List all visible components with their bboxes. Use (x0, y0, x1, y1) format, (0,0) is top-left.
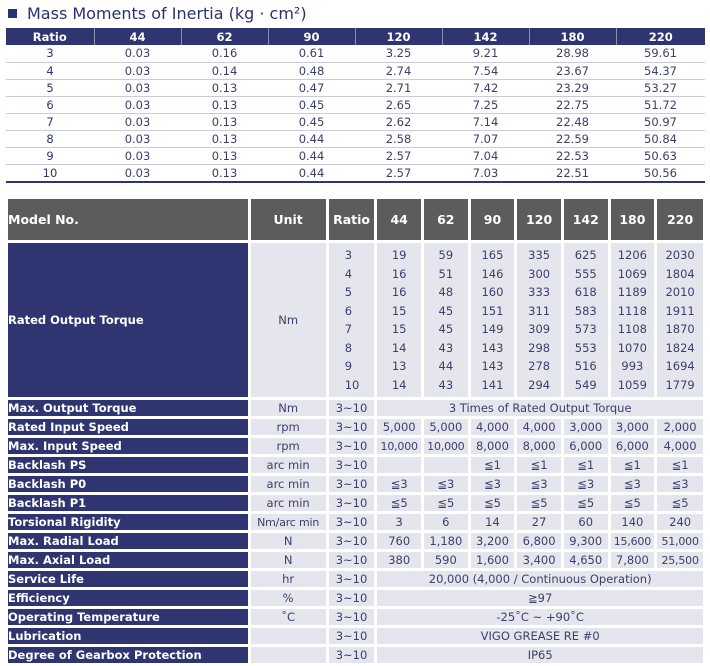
value-cell: 14 (471, 514, 515, 530)
torque-value: 43 (438, 377, 454, 392)
row-unit: arc min (251, 476, 326, 492)
inertia-cell: 0.13 (181, 79, 268, 96)
value-cell: 8,000 (517, 438, 561, 454)
torque-value: 1118 (617, 303, 648, 318)
torque-value: 143 (481, 340, 504, 355)
value-cell: ≦5 (424, 495, 468, 511)
torque-column-142 (564, 243, 608, 397)
value-span: ≧97 (377, 590, 703, 606)
ratio-value: 8 (344, 340, 353, 355)
table-row (6, 164, 705, 181)
row-unit: ˚C (251, 609, 326, 625)
value-cell: ≦5 (564, 495, 608, 511)
torque-value: 14 (391, 377, 407, 392)
backlash-p1-row (8, 495, 703, 511)
section-title (6, 2, 307, 24)
torque-column-90 (471, 243, 515, 397)
table-row (6, 113, 705, 130)
value-cell: ≦5 (611, 495, 655, 511)
inertia-cell: 50.84 (616, 130, 705, 147)
torque-value: 333 (528, 285, 551, 299)
value-cell (377, 457, 421, 473)
value-cell: 6,000 (611, 438, 655, 454)
ratio-cell: 7 (6, 113, 94, 130)
value-cell: 6,000 (564, 438, 608, 454)
inertia-header-row (6, 28, 705, 45)
row-label: Lubrication (8, 628, 248, 644)
row-unit: Nm (251, 243, 326, 397)
inertia-cell: 0.13 (181, 147, 268, 164)
header-size-180: 180 (611, 199, 655, 240)
inertia-cell: 22.48 (529, 113, 616, 130)
value-cell: ≦3 (517, 476, 561, 492)
protection-row (8, 647, 703, 663)
ratio-cell: 8 (6, 130, 94, 147)
inertia-cell: 0.03 (94, 130, 181, 147)
value-cell: 51,000 (657, 533, 703, 549)
value-cell: ≦1 (517, 457, 561, 473)
inertia-cell: 2.71 (355, 79, 442, 96)
row-unit: rpm (251, 438, 326, 454)
header-unit: Unit (251, 199, 326, 240)
value-span: VIGO GREASE RE #0 (377, 628, 703, 644)
value-span: 20,000 (4,000 / Continuous Operation) (377, 571, 703, 587)
value-cell: 15,600 (611, 533, 655, 549)
row-label: Backlash P1 (8, 495, 248, 511)
value-cell: 6 (424, 514, 468, 530)
row-label: Max. Axial Load (8, 552, 248, 568)
torque-value: 1059 (617, 377, 648, 392)
row-ratio: 3~10 (329, 514, 375, 530)
max-output-torque-row (8, 400, 703, 416)
inertia-cell: 2.74 (355, 62, 442, 79)
torque-value: 1824 (665, 340, 695, 355)
torque-value: 160 (481, 285, 504, 299)
value-cell: 7,800 (611, 552, 655, 568)
ratio-cell: 10 (42, 165, 58, 180)
torque-value: 2010 (665, 285, 695, 299)
inertia-header-90: 90 (268, 28, 355, 45)
row-label: Max. Input Speed (8, 438, 248, 454)
torque-value: 1206 (617, 248, 648, 262)
value-span: -25˚C ~ +90˚C (377, 609, 703, 625)
value-cell: 1,600 (471, 552, 515, 568)
ratio-value: 9 (344, 359, 353, 373)
value-cell: 9,300 (564, 533, 608, 549)
torque-value: 1870 (665, 322, 695, 336)
inertia-cell: 50.56 (644, 165, 677, 180)
torque-value: 335 (528, 248, 551, 262)
table-row (6, 79, 705, 96)
torque-value: 278 (528, 359, 551, 373)
inertia-cell: 0.14 (181, 62, 268, 79)
inertia-cell: 0.03 (94, 96, 181, 113)
inertia-table (6, 28, 705, 181)
row-label: Operating Temperature (8, 609, 248, 625)
table-row (6, 45, 705, 62)
torque-value: 48 (438, 285, 454, 299)
inertia-header-Ratio: Ratio (6, 28, 94, 45)
row-ratio: 3~10 (329, 647, 375, 663)
rated-output-torque-row (8, 243, 703, 397)
value-cell: ≦1 (611, 457, 655, 473)
max-input-speed-row (8, 438, 703, 454)
torque-column-180 (611, 243, 655, 397)
row-ratio: 3~10 (329, 533, 375, 549)
value-cell: 3,000 (611, 419, 655, 435)
torsional-rigidity-row (8, 514, 703, 530)
inertia-header-44: 44 (94, 28, 181, 45)
inertia-cell: 0.03 (94, 147, 181, 164)
row-ratio: 3~10 (329, 628, 375, 644)
inertia-cell: 0.03 (94, 113, 181, 130)
inertia-cell: 0.44 (268, 130, 355, 147)
value-cell: ≦3 (611, 476, 655, 492)
header-size-120: 120 (517, 199, 561, 240)
row-label: Service Life (8, 571, 248, 587)
inertia-cell: 7.04 (442, 147, 529, 164)
inertia-cell: 3.25 (355, 45, 442, 62)
inertia-cell: 0.44 (298, 165, 325, 180)
efficiency-row (8, 590, 703, 606)
row-ratio: 3~10 (329, 476, 375, 492)
row-label: Efficiency (8, 590, 248, 606)
inertia-cell: 2.58 (355, 130, 442, 147)
torque-value: 1779 (665, 377, 695, 392)
row-unit: rpm (251, 419, 326, 435)
row-unit: Nm (251, 400, 326, 416)
row-label: Max. Radial Load (8, 533, 248, 549)
torque-value: 516 (574, 359, 597, 373)
value-cell: ≦3 (564, 476, 608, 492)
value-cell: 8,000 (471, 438, 515, 454)
value-cell: 3,200 (471, 533, 515, 549)
value-cell: 3,400 (517, 552, 561, 568)
inertia-cell: 0.48 (268, 62, 355, 79)
inertia-cell: 0.13 (181, 130, 268, 147)
row-unit: arc min (251, 457, 326, 473)
header-size-62: 62 (424, 199, 468, 240)
ratio-value: 5 (344, 285, 353, 299)
ratio-cell: 6 (6, 96, 94, 113)
inertia-cell: 53.27 (616, 79, 705, 96)
torque-value: 1911 (665, 303, 695, 318)
torque-value: 143 (481, 359, 504, 373)
value-cell: ≦3 (471, 476, 515, 492)
torque-value: 45 (438, 322, 454, 336)
inertia-cell: 0.03 (94, 62, 181, 79)
max-radial-load-row (8, 533, 703, 549)
inertia-header-180: 180 (529, 28, 616, 45)
row-label: Rated Input Speed (8, 419, 248, 435)
header-size-44: 44 (377, 199, 421, 240)
value-cell: ≦5 (471, 495, 515, 511)
ratio-cell: 9 (6, 147, 94, 164)
row-unit: Nm/arc min (251, 514, 326, 530)
square-bullet-icon (8, 9, 17, 18)
torque-value: 16 (391, 266, 407, 281)
torque-value: 573 (574, 322, 597, 336)
torque-value: 311 (528, 303, 551, 318)
row-label: Rated Output Torque (8, 243, 248, 397)
ratio-value: 10 (344, 377, 360, 392)
torque-value: 555 (574, 266, 597, 281)
inertia-cell: 0.61 (268, 45, 355, 62)
inertia-header-142: 142 (442, 28, 529, 45)
inertia-cell: 2.65 (355, 96, 442, 113)
value-cell: 4,000 (517, 419, 561, 435)
torque-value: 151 (481, 303, 504, 318)
torque-value: 1694 (665, 359, 695, 373)
backlash-p0-row (8, 476, 703, 492)
value-cell: 140 (611, 514, 655, 530)
inertia-cell: 23.67 (529, 62, 616, 79)
inertia-cell: 0.03 (94, 45, 181, 62)
value-cell: ≦1 (657, 457, 703, 473)
torque-value: 298 (528, 340, 551, 355)
value-cell: 4,650 (564, 552, 608, 568)
value-cell: ≦3 (377, 476, 421, 492)
row-unit (251, 647, 326, 663)
torque-value: 141 (481, 377, 504, 392)
row-unit: N (251, 533, 326, 549)
backlash-ps-row (8, 457, 703, 473)
row-unit: N (251, 552, 326, 568)
inertia-cell: 0.44 (268, 147, 355, 164)
value-cell (424, 457, 468, 473)
rated-input-speed-row (8, 419, 703, 435)
inertia-cell: 22.53 (529, 147, 616, 164)
row-unit: hr (251, 571, 326, 587)
inertia-cell: 7.42 (442, 79, 529, 96)
torque-value: 2030 (665, 248, 695, 262)
service-life-row (8, 571, 703, 587)
inertia-cell: 0.45 (268, 113, 355, 130)
value-span: 3 Times of Rated Output Torque (377, 400, 703, 416)
torque-value: 309 (528, 322, 551, 336)
value-cell: 5,000 (377, 419, 421, 435)
inertia-header-62: 62 (181, 28, 268, 45)
row-ratio: 3~10 (329, 590, 375, 606)
value-cell: ≦1 (564, 457, 608, 473)
row-label: Torsional Rigidity (8, 514, 248, 530)
operating-temperature-row (8, 609, 703, 625)
torque-value: 51 (438, 266, 454, 281)
ratio-cell: 5 (6, 79, 94, 96)
value-cell: 27 (517, 514, 561, 530)
value-cell: ≦5 (377, 495, 421, 511)
ratio-value: 6 (344, 303, 353, 318)
inertia-cell: 59.61 (616, 45, 705, 62)
inertia-cell: 23.29 (529, 79, 616, 96)
torque-value: 15 (391, 303, 407, 318)
row-ratio: 3~10 (329, 609, 375, 625)
inertia-cell: 0.13 (211, 165, 238, 180)
ratio-cell: 3 (6, 45, 94, 62)
spec-table (5, 196, 706, 666)
value-cell: ≦1 (471, 457, 515, 473)
torque-value: 43 (438, 340, 454, 355)
value-cell: 3 (377, 514, 421, 530)
torque-value: 14 (391, 340, 407, 355)
header-size-90: 90 (471, 199, 515, 240)
value-cell: 240 (657, 514, 703, 530)
torque-value: 15 (391, 322, 407, 336)
header-model: Model No. (8, 199, 248, 240)
inertia-cell: 54.37 (616, 62, 705, 79)
row-unit (251, 628, 326, 644)
row-ratio: 3~10 (329, 400, 375, 416)
torque-value: 16 (391, 285, 407, 299)
row-unit: arc min (251, 495, 326, 511)
ratio-cell: 4 (6, 62, 94, 79)
value-cell: 25,500 (657, 552, 703, 568)
inertia-cell: 28.98 (529, 45, 616, 62)
value-cell: 2,000 (657, 419, 703, 435)
row-label: Max. Output Torque (8, 400, 248, 416)
row-unit: % (251, 590, 326, 606)
torque-value: 583 (574, 303, 597, 318)
torque-column-44 (377, 243, 421, 397)
inertia-cell: 9.21 (442, 45, 529, 62)
torque-value: 1804 (665, 266, 695, 281)
torque-value: 44 (438, 359, 454, 373)
value-cell: 380 (377, 552, 421, 568)
value-cell: ≦5 (657, 495, 703, 511)
inertia-cell: 2.57 (355, 147, 442, 164)
ratio-value: 7 (344, 322, 353, 336)
torque-value: 19 (391, 248, 407, 262)
max-axial-load-row (8, 552, 703, 568)
torque-value: 13 (391, 359, 407, 373)
spec-header-row (8, 199, 703, 240)
inertia-cell: 0.03 (94, 79, 181, 96)
row-ratio: 3~10 (329, 438, 375, 454)
torque-value: 1069 (617, 266, 648, 281)
row-label: Backlash P0 (8, 476, 248, 492)
torque-column-220 (657, 243, 703, 397)
header-size-142: 142 (564, 199, 608, 240)
table-row (6, 96, 705, 113)
inertia-cell: 7.25 (442, 96, 529, 113)
torque-value: 1189 (617, 285, 648, 299)
row-ratio: 3~10 (329, 457, 375, 473)
torque-value: 1108 (617, 322, 648, 336)
inertia-cell: 0.47 (268, 79, 355, 96)
header-ratio: Ratio (329, 199, 375, 240)
table-row (6, 130, 705, 147)
inertia-cell: 22.51 (556, 165, 589, 180)
torque-value: 625 (574, 248, 597, 262)
value-cell: 590 (424, 552, 468, 568)
inertia-cell: 2.62 (355, 113, 442, 130)
table-bottom-rule (6, 181, 705, 183)
value-cell: 4,000 (471, 419, 515, 435)
row-label: Backlash PS (8, 457, 248, 473)
inertia-cell: 0.16 (181, 45, 268, 62)
row-ratio: 3~10 (329, 419, 375, 435)
torque-value: 553 (574, 340, 597, 355)
torque-value: 1070 (617, 340, 648, 355)
torque-value: 993 (621, 359, 644, 373)
inertia-cell: 50.97 (616, 113, 705, 130)
torque-value: 149 (481, 322, 504, 336)
value-cell: 10,000 (424, 438, 468, 454)
torque-value: 294 (528, 377, 551, 392)
inertia-cell: 22.75 (529, 96, 616, 113)
value-cell: 5,000 (424, 419, 468, 435)
table-row (6, 62, 705, 79)
value-cell: 760 (377, 533, 421, 549)
header-size-220: 220 (657, 199, 703, 240)
torque-value: 59 (438, 248, 454, 262)
torque-value: 146 (481, 266, 504, 281)
torque-value: 549 (574, 377, 597, 392)
lubrication-row (8, 628, 703, 644)
torque-column-120 (517, 243, 561, 397)
torque-value: 300 (528, 266, 551, 281)
inertia-header-220: 220 (616, 28, 705, 45)
inertia-cell: 2.57 (385, 165, 412, 180)
inertia-cell: 50.63 (616, 147, 705, 164)
inertia-cell: 0.03 (124, 165, 151, 180)
title-text: Mass Moments of Inertia (kg · cm²) (27, 3, 307, 23)
inertia-cell: 51.72 (616, 96, 705, 113)
torque-value: 45 (438, 303, 454, 318)
value-cell: ≦5 (517, 495, 561, 511)
torque-value: 165 (481, 248, 504, 262)
inertia-cell: 7.14 (442, 113, 529, 130)
inertia-cell: 0.45 (268, 96, 355, 113)
value-span: IP65 (377, 647, 703, 663)
value-cell: 60 (564, 514, 608, 530)
inertia-cell: 0.13 (181, 96, 268, 113)
value-cell: 1,180 (424, 533, 468, 549)
value-cell: ≦3 (657, 476, 703, 492)
value-cell: 6,800 (517, 533, 561, 549)
inertia-header-120: 120 (355, 28, 442, 45)
value-cell: 4,000 (657, 438, 703, 454)
inertia-cell: 0.13 (181, 113, 268, 130)
value-cell: ≦3 (424, 476, 468, 492)
inertia-cell: 22.59 (529, 130, 616, 147)
row-ratio: 3~10 (329, 571, 375, 587)
torque-column-62 (424, 243, 468, 397)
torque-value: 618 (574, 285, 597, 299)
inertia-cell: 7.07 (442, 130, 529, 147)
ratio-column (329, 243, 375, 397)
ratio-value: 4 (344, 266, 353, 281)
value-cell: 10,000 (377, 438, 421, 454)
inertia-cell: 7.03 (472, 165, 499, 180)
inertia-cell: 7.54 (442, 62, 529, 79)
row-ratio: 3~10 (329, 495, 375, 511)
value-cell: 3,000 (564, 419, 608, 435)
ratio-value: 3 (344, 248, 353, 262)
row-ratio: 3~10 (329, 552, 375, 568)
row-label: Degree of Gearbox Protection (8, 647, 248, 663)
table-row (6, 147, 705, 164)
